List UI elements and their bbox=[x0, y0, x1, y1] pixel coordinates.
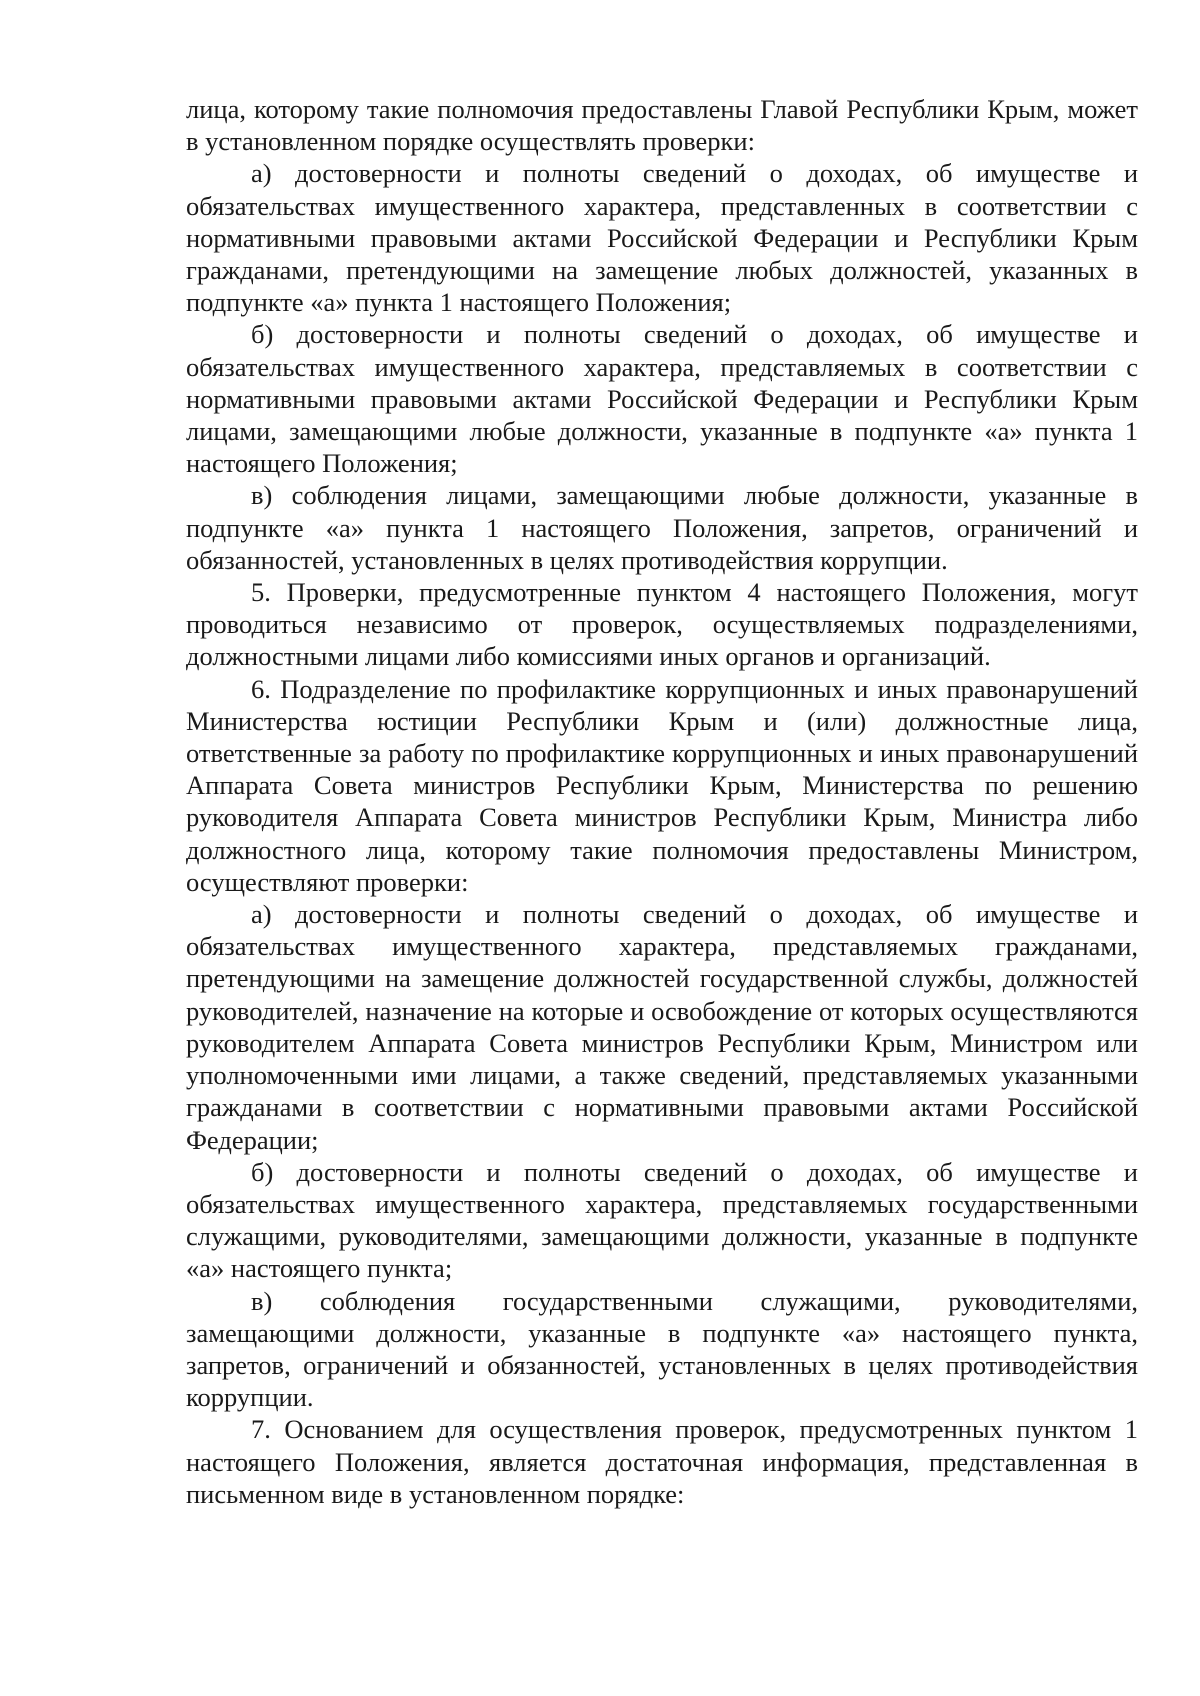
paragraph-item-4a: а) достоверности и полноты сведений о доходах, об имуществе и обязательствах имущественного характера, представленных в соответствии с нормативными правовыми актами Российской Федерации и Республики Крым гражданами, претендующими на замещение любых должностей, указанных в подпункте «а» пункта 1 настоящего Положения; bbox=[186, 158, 1138, 318]
paragraph-item-6a: а) достоверности и полноты сведений о доходах, об имуществе и обязательствах имущественного характера, представляемых гражданами, претендующими на замещение должностей государственной службы, должностей руководителей, назначение на которые и освобождение от которых осуществляются руководителем Аппарата Совета министров Республики Крым, Министром или уполномоченными ими лицами, а также сведений, представляемых указанными гражданами в соответствии с нормативными правовыми актами Российской Федерации; bbox=[186, 899, 1138, 1155]
paragraph-clause-5: 5. Проверки, предусмотренные пунктом 4 настоящего Положения, могут проводиться независимо от проверок, осуществляемых подразделениями, должностными лицами либо комиссиями иных органов и организаций. bbox=[186, 577, 1138, 672]
paragraph-clause-7: 7. Основанием для осуществления проверок, предусмотренных пунктом 1 настоящего Положения, является достаточная информация, представленная в письменном виде в установленном порядке: bbox=[186, 1414, 1138, 1509]
paragraph-item-6c: в) соблюдения государственными служащими, руководителями, замещающими должности, указанные в подпункте «а» настоящего пункта, запретов, ограничений и обязанностей, установленных в целях противодействия коррупции. bbox=[186, 1285, 1138, 1413]
paragraph-clause-6: 6. Подразделение по профилактике коррупционных и иных правонарушений Министерства юстиции Республики Крым и (или) должностные лица, ответственные за работу по профилактике коррупционных и иных правонарушений Аппарата Совета министров Республики Крым, Министерства по решению руководителя Аппарата Совета министров Республики Крым, Министра либо должностного лица, которому такие полномочия предоставлены Министром, осуществляют проверки: bbox=[186, 673, 1138, 897]
paragraph-item-4b: б) достоверности и полноты сведений о доходах, об имуществе и обязательствах имущественного характера, представляемых в соответствии с нормативными правовыми актами Российской Федерации и Республики Крым лицами, замещающими любые должности, указанные в подпункте «а» пункта 1 настоящего Положения; bbox=[186, 319, 1138, 479]
paragraph-item-6b: б) достоверности и полноты сведений о доходах, об имуществе и обязательствах имущественного характера, представляемых государственными служащими, руководителями, замещающими должности, указанные в подпункте «а» настоящего пункта; bbox=[186, 1156, 1138, 1284]
paragraph-item-4c: в) соблюдения лицами, замещающими любые должности, указанные в подпункте «а» пункта 1 настоящего Положения, запретов, ограничений и обязанностей, установленных в целях противодействия коррупции. bbox=[186, 480, 1138, 575]
paragraph-continuation: лица, которому такие полномочия предоставлены Главой Республики Крым, может в установленном порядке осуществлять проверки: bbox=[186, 94, 1138, 157]
document-body bbox=[186, 93, 1138, 1510]
